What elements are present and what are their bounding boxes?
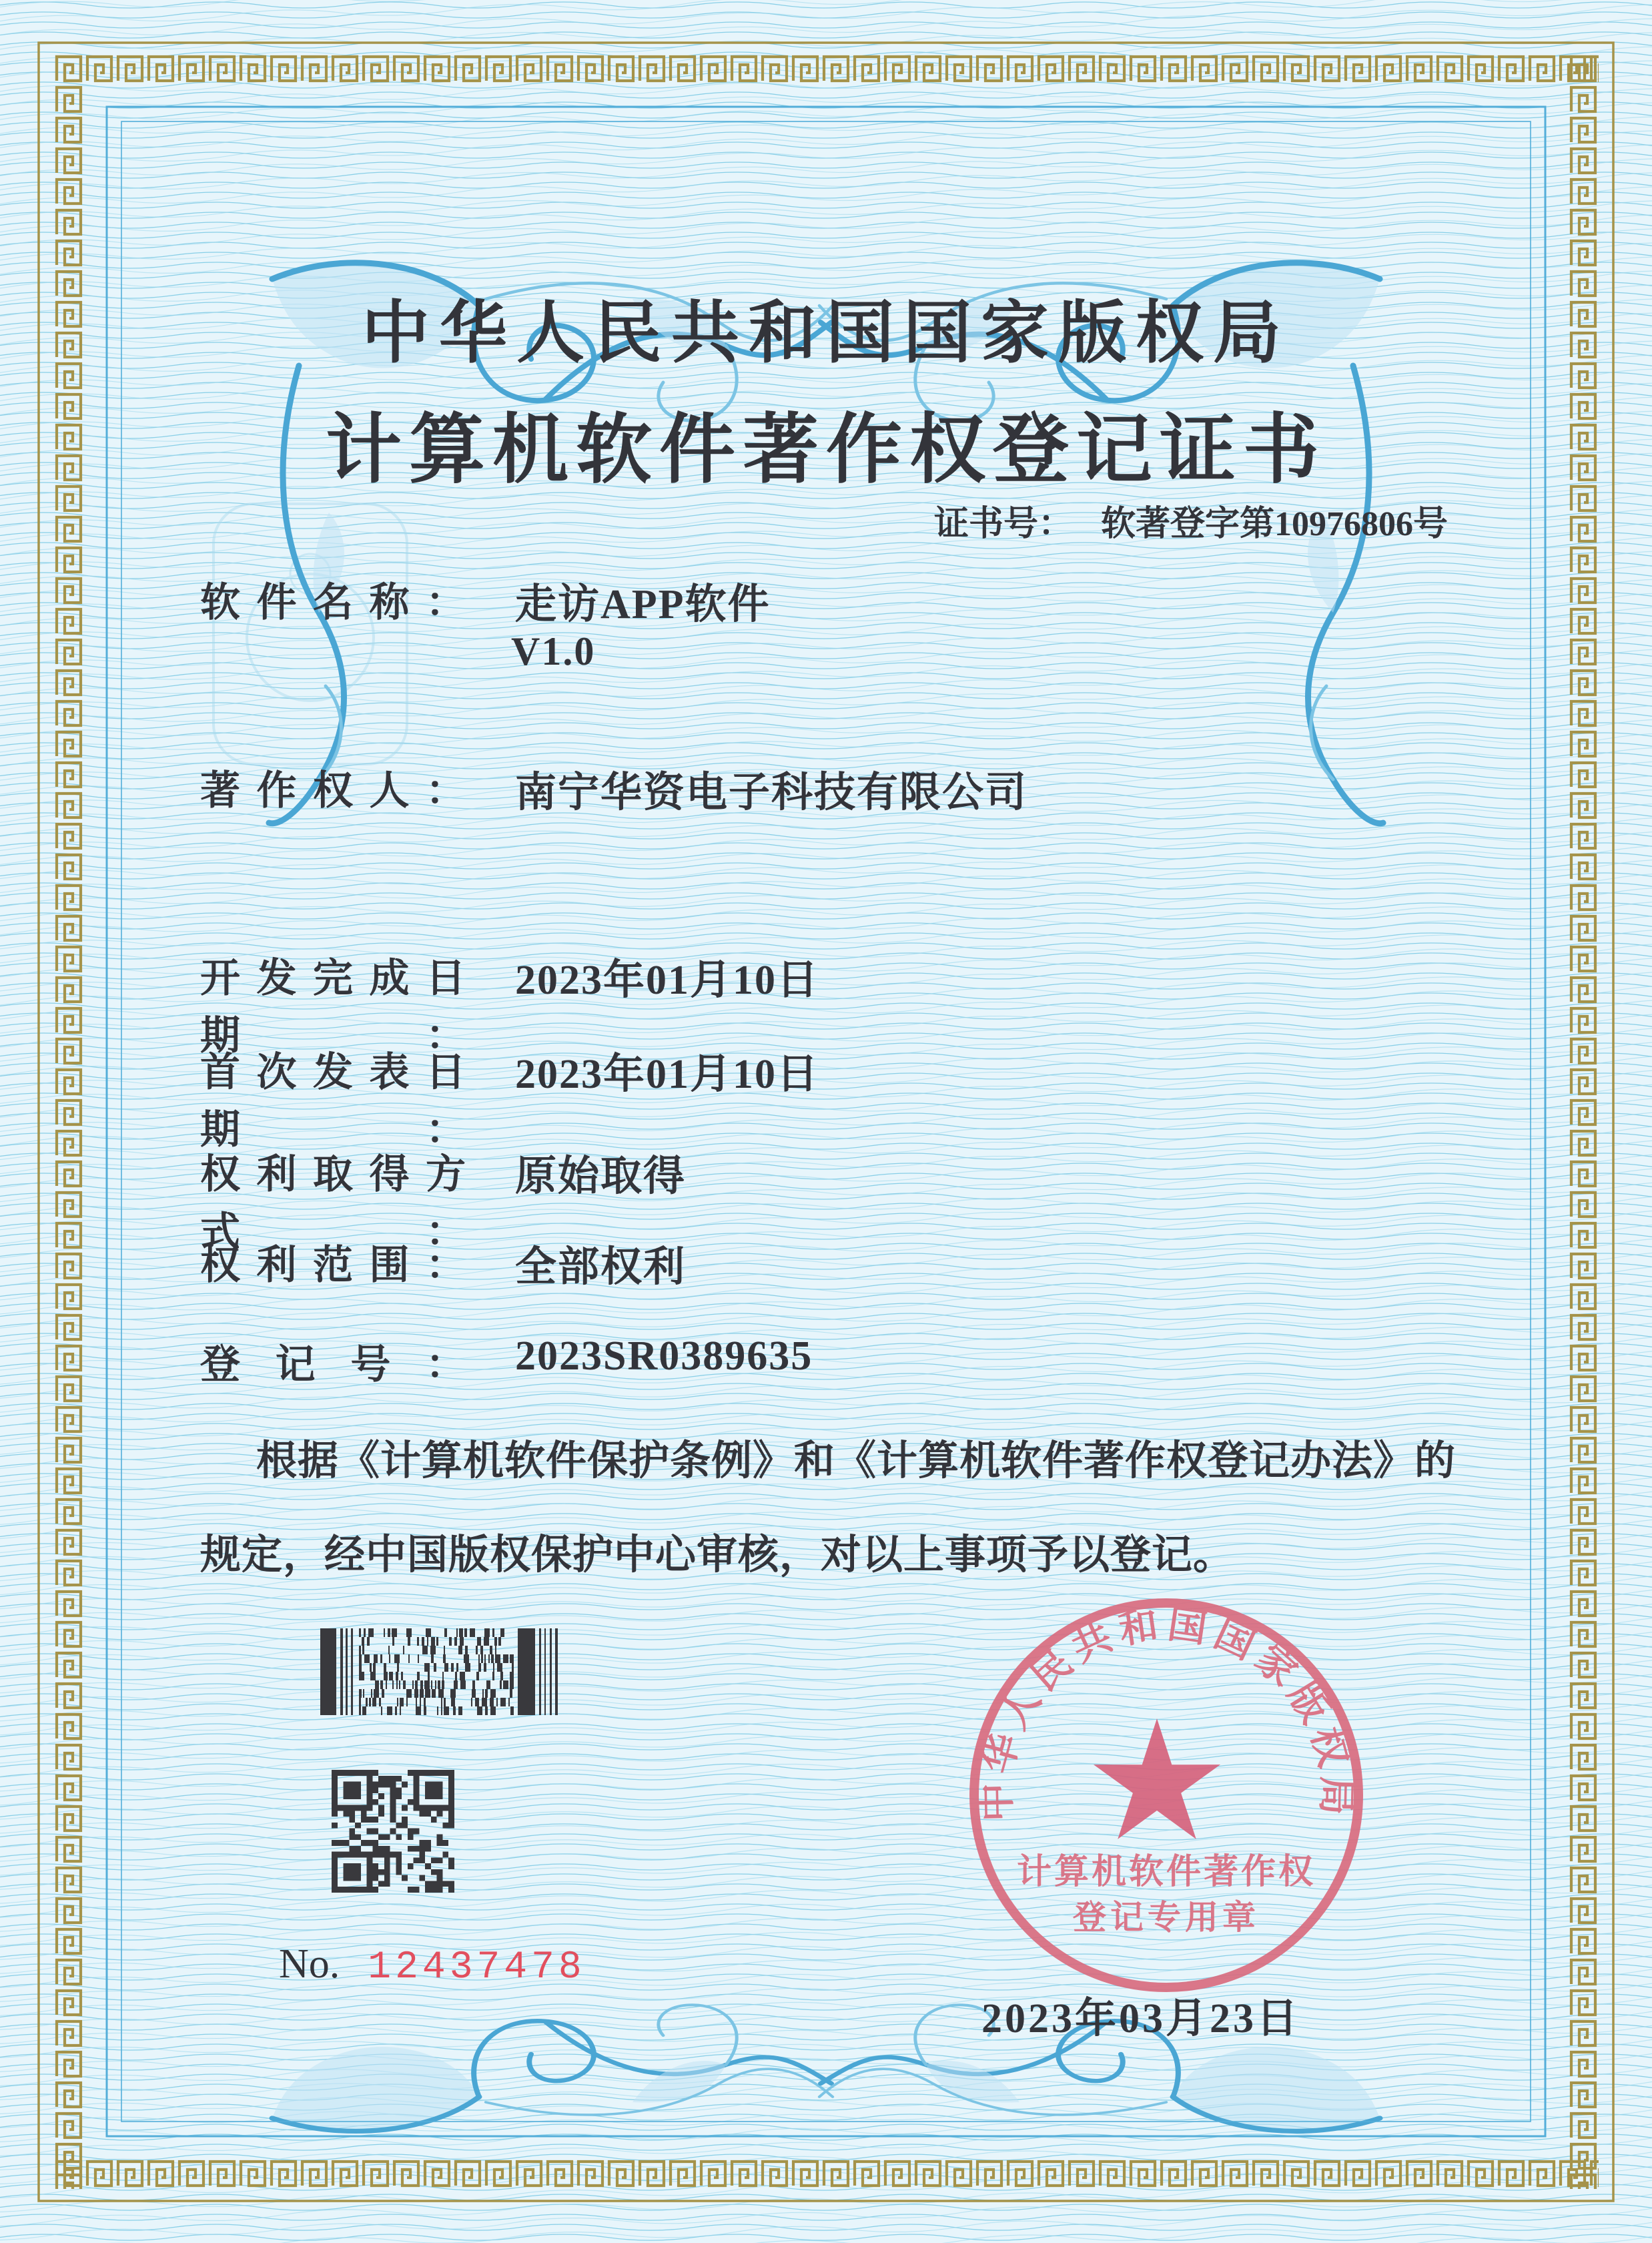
field-registration-number [200,1333,1508,1386]
field-dev-complete-date [200,946,1508,1058]
barcode [320,1628,558,1715]
field-label: 权利范围： [200,1243,466,1287]
field-label: 开发完成日期： [200,956,466,1058]
field-first-publish-date [200,1040,1508,1152]
field-copyright-owner [200,759,1508,816]
field-label: 著作权人： [200,769,466,813]
seal-arc-text: 中华人民共和国国家版权局 [974,1602,1358,1823]
certificate-number-value: 软著登字第10976806号 [1100,505,1448,543]
field-rights-acquisition [200,1143,1508,1254]
field-software-name [200,571,1508,673]
qr-code [332,1770,454,1893]
certificate-number-line [854,495,1448,545]
statement-line-2: 规定，经中国版权保护中心审核，对以上事项予以登记。 [200,1533,1235,1578]
field-label: 权利取得方式： [200,1153,466,1254]
certificate-title: 计算机软件著作权登记证书 [325,408,1326,493]
field-value: 走访APP软件 [515,582,771,627]
field-label: 首次发表日期： [200,1050,466,1152]
meander-band-bottom [53,2158,1599,2189]
software-version: V1.0 [511,629,596,673]
field-value: 原始取得 [515,1154,687,1199]
seal-star [1094,1718,1220,1839]
serial-label: No. [279,1941,340,1987]
statement-line-1: 根据《计算机软件保护条例》和《计算机软件著作权登记办法》的 [256,1439,1457,1484]
field-value: 2023年01月10日 [515,958,820,1003]
field-value: 2023年01月10日 [515,1052,820,1097]
seal-line-2: 登记专用章 [1073,1899,1260,1936]
field-value: 南宁华资电子科技有限公司 [515,770,1028,816]
field-rights-scope [200,1233,1508,1290]
field-label: 登记号： [200,1343,466,1387]
meander-band-top [53,53,1599,84]
field-value: 全部权利 [515,1245,687,1290]
issuing-authority: 中华人民共和国国家版权局 [362,296,1290,372]
issue-date: 2023年03月23日 [981,1996,1300,2041]
field-value: 2023SR0389635 [515,1333,813,1379]
serial-number-line [279,1941,586,1989]
serial-number: 12437478 [368,1946,586,1989]
certificate-number-label: 证书号： [933,505,1073,543]
official-seal [966,1595,1366,1995]
field-label: 软件名称： [200,581,466,625]
seal-line-1: 计算机软件著作权 [1016,1853,1316,1891]
